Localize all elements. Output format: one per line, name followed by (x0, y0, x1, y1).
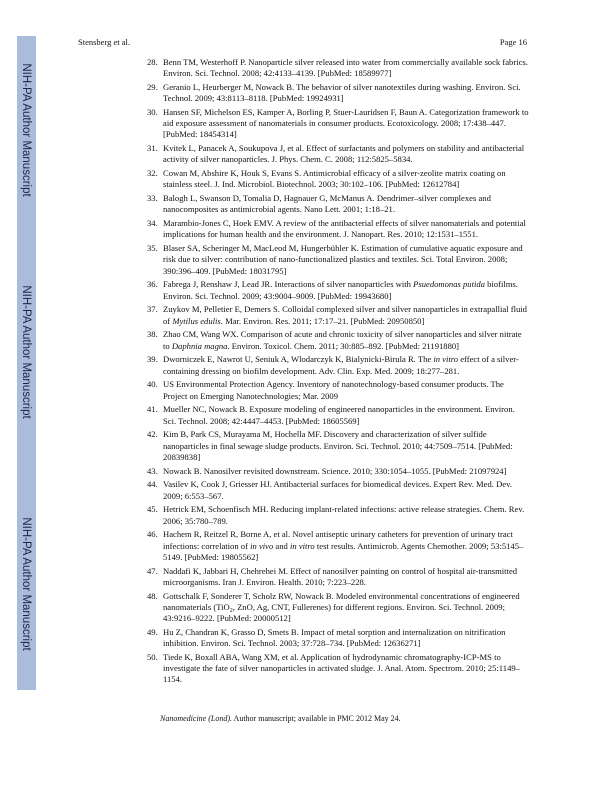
reference-text: Gottschalk F, Sonderer T, Scholz RW, Nowack B. Modeled environmental concentrations of engineered nanomaterials (TiO (163, 590, 520, 612)
reference-text: effect of a silver-containing dressing on biofilm development. Adv. Clin. Exp. Med. 2009; 18:277–281. (163, 354, 519, 376)
reference-text: Kvitek L, Panacek A, Soukupova J, et al. Effect of surfactants and polymers on stability and antibacterial activity of silver nanoparticles. J. Phys. Chem. C. 2008; 112:5825–5834. (163, 143, 525, 165)
reference-item (147, 107, 529, 141)
reference-item (147, 379, 529, 401)
reference-item (147, 404, 529, 426)
reference-item (147, 466, 529, 477)
reference-number: 28. (147, 57, 158, 67)
reference-item (147, 168, 529, 190)
reference-text: Daphnia magna (171, 340, 228, 351)
reference-number: 39. (147, 354, 158, 365)
reference-item (147, 479, 529, 501)
reference-item (147, 243, 529, 277)
reference-number: 42. (147, 429, 158, 440)
reference-number: 50. (147, 651, 158, 662)
reference-text: US Environmental Protection Agency. Inventory of nanotechnology-based consumer products. The Project on Emerging Nanotechnologies; Mar. 2009 (163, 379, 504, 401)
reference-number: 49. (147, 626, 158, 637)
journal-name: Nanomedicine (Lond). (160, 714, 232, 723)
reference-number: 29. (147, 82, 158, 92)
reference-text: Cowan M, Abshire K, Houk S, Evans S. Antimicrobial efficacy of a silver-zeolite matrix coating on stainless steel. J. Ind. Microbiol. Biotechnol. 2003; 30:102–106. [PubMed: 12612784] (163, 168, 506, 190)
reference-item (147, 279, 529, 301)
reference-number: 31. (147, 143, 158, 154)
reference-text: , ZnO, Ag, CNT, Fullerenes) for different regions. Environ. Sci. Technol. 2009; 43:9216–9222. [PubMed: 20000512] (163, 601, 505, 624)
reference-text: Balogh L, Swanson D, Tomalia D, Hagnauer G, McManus A. Dendrimer–silver complexes and nanocomposites as antimicrobial agents. Nano Lett. 2001; 1:18–21. (163, 193, 491, 215)
sidebar-label-text: NIH-PA Author Manuscript (20, 63, 32, 197)
reference-item (147, 354, 529, 376)
reference-number: 40. (147, 379, 158, 390)
reference-text: Mytilus edulis (172, 315, 221, 326)
reference-item (147, 329, 529, 351)
reference-text: . Environ. Toxicol. Chem. 2011; 30:885–892. [PubMed: 21191880] (227, 340, 460, 351)
reference-item (147, 652, 529, 686)
reference-text: Hetrick EM, Schoenfisch MH. Reducing implant-related infections: active release strategies. Chem. Rev. 2006; 35:780–789. (163, 504, 525, 526)
reference-text: Geranio L, Heurberger M, Nowack B. The behavior of silver nanotextiles during washing. Environ. Sci. Technol. 2009; 43:8113–8118. [PubMed: 19924931] (163, 82, 521, 104)
reference-list (147, 57, 529, 688)
reference-item (147, 143, 529, 165)
page-number: Page 16 (499, 37, 527, 47)
reference-number: 48. (147, 590, 158, 601)
reference-text: Naddafi K, Jabbari H, Chehrehei M. Effect of nanosilver painting on control of hospital air-transmitted microorganisms. Iran J. Environ. Health. 2010; 7:223–228. (163, 565, 518, 587)
reference-item (147, 627, 529, 649)
reference-number: 45. (147, 504, 158, 515)
reference-text: Hu Z, Chandran K, Grasso D, Smets B. Impact of metal sorption and internalization on nitrification inhibition. Environ. Sci. Technol. 2003; 37:728–734. [PubMed: 12636271] (163, 626, 506, 649)
reference-number: 46. (147, 529, 158, 540)
reference-item (147, 429, 529, 463)
reference-text: Dworniczek E, Nawrot U, Seniuk A, Wlodarczyk K, Bialynicki-Birula R. The (163, 354, 434, 365)
sidebar-label-text: NIH-PA Author Manuscript (20, 517, 32, 651)
reference-item (147, 193, 529, 215)
reference-text: biofilms. Environ. Sci. Technol. 2009; 43:9004–9009. [PubMed: 19943680] (163, 279, 518, 301)
reference-item (147, 566, 529, 588)
reference-text: Zuykov M, Pelletier E, Demers S. Colloidal complexed silver and silver nanoparticles in extrapallial fluid of (163, 304, 527, 326)
reference-item (147, 529, 529, 563)
reference-text: Tiede K, Boxall ABA, Wang XM, et al. Application of hydrodynamic chromatography-ICP-MS to investigate the fate of silver nanoparticles in activated sludge. J. Anal. Atom. Spectrom. 2010; 25:1149–1154. (163, 651, 520, 685)
reference-text: and (273, 540, 290, 551)
reference-number: 47. (147, 565, 158, 576)
reference-text: in vitro (433, 354, 459, 365)
reference-text: in vivo (250, 540, 274, 551)
reference-number: 35. (147, 243, 158, 254)
reference-text: Blaser SA, Scheringer M, MacLeod M, Hungerbühler K. Estimation of cumulative aquatic exposure and risk due to silver: contribution of nano-functionalized plastics and textiles. Sci. Total Environ. 2008; 390:396–409. [PubMed: 18031795] (163, 243, 523, 276)
sidebar-label-text: NIH-PA Author Manuscript (20, 285, 32, 419)
reference-item (147, 82, 529, 104)
reference-number: 43. (147, 465, 158, 476)
reference-item (147, 304, 529, 326)
reference-text: Marambio-Jones C, Hoek EMV. A review of the antibacterial effects of silver nanomaterials and potential implications for human health and the environment. J. Nanopart. Res. 2010; 12:1531–1551. (163, 218, 526, 240)
reference-text: Hansen SF, Michelson ES, Kamper A, Borling P, Stuer-Lauridsen F, Baun A. Categorization framework to aid exposure assessment of nanomaterials in consumer products. Ecotoxicology. 2008; 17:438–447. [PubMed: 18454314] (163, 107, 529, 140)
reference-text: test results. Antimicrob. Agents Chemother. 2009; 53:5145–5149. [PubMed: 19805562] (163, 540, 524, 562)
reference-text: Benn TM, Westerhoff P. Nanoparticle silver released into water from commercially available sock fabrics. Environ. Sci. Technol. 2008; 42:4133–4139. [PubMed: 18589977] (163, 57, 528, 79)
reference-item (147, 591, 529, 625)
reference-number: 37. (147, 304, 158, 315)
reference-number: 36. (147, 279, 158, 290)
reference-text: Kim B, Park CS, Murayama M, Hochella MF. Discovery and characterization of silver sulfide nanoparticles in final sewage sludge products. Environ. Sci. Technol. 2010; 44:7509–7514. [PubMed: 20839838] (163, 429, 513, 462)
reference-text: Vasilev K, Cook J, Griesser HJ. Antibacterial surfaces for biomedical devices. Expert Rev. Med. Dev. 2009; 6:553–567. (163, 479, 512, 501)
reference-text: in vitro (289, 540, 315, 551)
reference-item (147, 57, 529, 79)
footer-text: Author manuscript; available in PMC 2012 May 24. (232, 714, 401, 723)
reference-number: 44. (147, 479, 158, 490)
reference-number: 30. (147, 107, 158, 117)
running-head: Stensberg et al. (78, 37, 131, 47)
reference-text: Mueller NC, Nowack B. Exposure modeling of engineered nanoparticles in the environment. Environ. Sci. Technol. 2008; 42:4447–4453. [PubMed: 18605569] (163, 404, 515, 426)
reference-number: 34. (147, 218, 158, 229)
reference-number: 41. (147, 404, 158, 415)
reference-item (147, 504, 529, 526)
reference-number: 32. (147, 168, 158, 179)
reference-text: Hachem R, Reitzel R, Borne A, et al. Novel antiseptic urinary catheters for prevention of urinary tract infections: correlation of (163, 529, 513, 551)
reference-text: 2 (229, 607, 233, 614)
reference-text: Psuedomonas putida (413, 279, 485, 290)
reference-number: 33. (147, 193, 158, 204)
reference-text: Fabrega J, Renshaw J, Lead JR. Interactions of silver nanoparticles with (163, 279, 414, 290)
reference-text: Zhao CM, Wang WX. Comparison of acute and chronic toxicity of silver nanoparticles and silver nitrate to (163, 329, 522, 351)
footer (160, 714, 401, 723)
reference-item (147, 218, 529, 240)
reference-text: . Mar. Environ. Res. 2011; 17:17–21. [PubMed: 20950850] (220, 315, 425, 326)
reference-text: Nowack B. Nanosilver revisited downstream. Science. 2010; 330:1054–1055. [PubMed: 21097924] (163, 465, 507, 476)
reference-number: 38. (147, 329, 158, 340)
